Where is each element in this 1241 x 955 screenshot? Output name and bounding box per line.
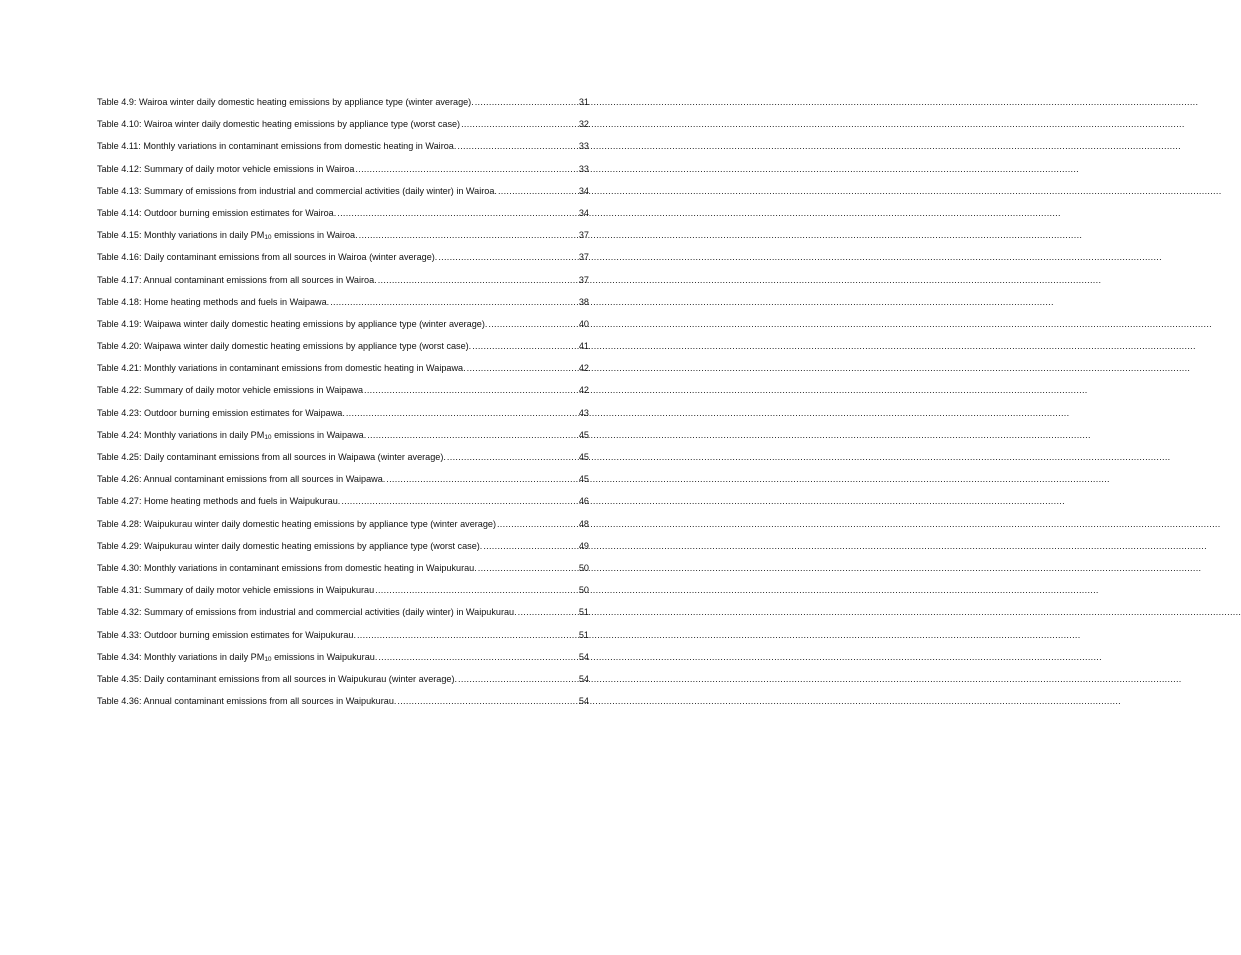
toc-entry-title: Table 4.10: Wairoa winter daily domestic heating emissions by appliance type (worst case) [97,119,461,130]
toc-entry[interactable] [97,450,589,472]
dot-leader [498,184,578,198]
dot-leader [357,628,578,642]
toc-entry-page: 37 [578,230,589,241]
toc-entry-title: Table 4.23: Outdoor burning emission estimates for Waipawa. [97,407,345,418]
dot-leader [472,339,578,353]
toc-entry-title: Table 4.21: Monthly variations in contaminant emissions from domestic heating in Waipawa. [97,363,466,374]
toc-entry[interactable] [97,361,589,383]
toc-entry-title: Table 4.35: Daily contaminant emissions from all sources in Waipukurau (winter average). [97,673,458,684]
dot-leader [467,361,578,375]
toc-entry-title: Table 4.33: Outdoor burning emission estimates for Waipukurau. [97,629,356,640]
toc-entry[interactable] [97,605,589,627]
toc-entry[interactable] [97,561,589,583]
toc-entry-title [97,650,377,667]
toc-entry-title-text: Table 4.34: Monthly variations in daily PM [97,651,265,662]
toc-entry[interactable] [97,228,589,250]
toc-entry[interactable] [97,583,589,605]
subscript: 10 [264,433,272,441]
toc-entry[interactable] [97,295,589,317]
dot-leader [364,383,578,397]
toc-entry[interactable] [97,694,589,716]
toc-entry-page: 46 [578,496,589,507]
toc-entry[interactable] [97,317,589,339]
toc-entry-title-text: emissions in Wairoa. [271,230,358,241]
toc-entry-page: 48 [578,518,589,529]
toc-entry-page: 31 [578,97,589,107]
toc-entry-title-text: emissions in Waipukurau. [271,651,378,662]
toc-entry-page: 32 [578,119,589,130]
toc-entry-title [97,228,358,245]
toc-entry-title: Table 4.27: Home heating methods and fuels in Waipukurau. [97,496,341,507]
toc-entry-title: Table 4.32: Summary of emissions from industrial and commercial activities (daily winter) in Waipukurau. [97,607,517,618]
toc-entry-title-text: emissions in Waipawa. [271,429,367,440]
dot-leader [337,206,578,220]
toc-entry-title: Table 4.19: Waipawa winter daily domestic heating emissions by appliance type (winter average). [97,318,488,329]
toc-entry[interactable] [97,117,589,139]
dot-leader [378,650,578,664]
toc-entry-title: Table 4.11: Monthly variations in contaminant emissions from domestic heating in Wairoa. [97,141,457,152]
toc-entry-page: 40 [578,318,589,329]
toc-entry-page: 33 [578,163,589,174]
toc-entry-title-text: Table 4.15: Monthly variations in daily PM [97,230,265,241]
toc-entry-page: 42 [578,385,589,396]
toc-entry[interactable] [97,184,589,206]
dot-leader [386,472,578,486]
toc-entry-page: 51 [578,629,589,640]
dot-leader [447,450,578,464]
toc-entry-title: Table 4.31: Summary of daily motor vehicle emissions in Waipukurau [97,585,375,596]
subscript: 10 [264,234,272,242]
toc-entry[interactable] [97,162,589,184]
list-of-tables [97,95,589,716]
toc-entry[interactable] [97,339,589,361]
dot-leader [359,228,578,242]
dot-leader [330,295,578,309]
toc-entry-title [97,428,366,445]
dot-leader [341,494,578,508]
dot-leader [483,539,578,553]
toc-entry-title: Table 4.16: Daily contaminant emissions from all sources in Wairoa (winter average). [97,252,438,263]
dot-leader [378,273,578,287]
toc-entry-title: Table 4.25: Daily contaminant emissions from all sources in Waipawa (winter average). [97,452,446,462]
dot-leader [397,694,577,708]
toc-entry[interactable] [97,383,589,405]
toc-entry-title: Table 4.36: Annual contaminant emissions from all sources in Waipukurau. [97,696,397,707]
toc-entry-page: 42 [578,363,589,374]
toc-entry-page: 49 [578,540,589,551]
toc-entry-page: 41 [578,341,589,352]
dot-leader [457,139,578,153]
toc-entry-title: Table 4.22: Summary of daily motor vehicle emissions in Waipawa [97,385,364,396]
toc-entry-title: Table 4.9: Wairoa winter daily domestic heating emissions by appliance type (winter average). [97,97,474,107]
toc-entry[interactable] [97,428,589,450]
toc-entry-title: Table 4.26: Annual contaminant emissions from all sources in Waipawa. [97,474,386,485]
toc-entry-title: Table 4.18: Home heating methods and fuels in Waipawa. [97,296,330,307]
dot-leader [458,672,578,686]
toc-entry-title: Table 4.14: Outdoor burning emission estimates for Wairoa. [97,207,337,218]
dot-leader [355,162,577,176]
toc-entry-title: Table 4.28: Waipukurau winter daily domestic heating emissions by appliance type (winter average) [97,518,496,529]
toc-entry-page: 54 [578,651,589,662]
dot-leader [461,117,578,131]
toc-entry[interactable] [97,406,589,428]
toc-entry-page: 43 [578,407,589,418]
toc-entry-title: Table 4.29: Waipukurau winter daily domestic heating emissions by appliance type (worst case). [97,540,483,551]
toc-entry-page: 54 [578,696,589,707]
toc-entry[interactable] [97,250,589,272]
toc-entry-title: Table 4.12: Summary of daily motor vehicle emissions in Wairoa [97,163,355,174]
toc-entry-page: 51 [578,607,589,618]
dot-leader [367,428,578,442]
toc-entry[interactable] [97,139,589,161]
toc-entry[interactable] [97,628,589,650]
toc-entry-page: 45 [578,429,589,440]
toc-entry-title: Table 4.17: Annual contaminant emissions from all sources in Wairoa. [97,274,377,285]
dot-leader [346,406,578,420]
toc-entry-title: Table 4.13: Summary of emissions from industrial and commercial activities (daily winter) in Wairoa. [97,185,497,196]
toc-entry-page: 34 [578,207,589,218]
toc-entry-page: 50 [578,562,589,573]
toc-entry-page: 50 [578,585,589,596]
toc-entry-page: 45 [578,452,589,462]
toc-entry-page: 45 [578,474,589,485]
toc-entry-title: Table 4.30: Monthly variations in contaminant emissions from domestic heating in Waipukurau. [97,562,477,573]
toc-entry[interactable] [97,539,589,561]
toc-entry-title: Table 4.20: Waipawa winter daily domestic heating emissions by appliance type (worst case). [97,341,472,352]
toc-entry-page: 37 [578,252,589,263]
dot-leader [478,561,578,575]
dot-leader [497,517,578,531]
toc-entry[interactable] [97,273,589,295]
toc-entry-page: 37 [578,274,589,285]
toc-entry[interactable] [97,672,589,694]
dot-leader [375,583,578,597]
dot-leader [518,605,578,619]
toc-entry-page: 38 [578,296,589,307]
subscript: 10 [264,655,272,663]
toc-entry[interactable] [97,206,589,228]
toc-entry[interactable] [97,472,589,494]
dot-leader [488,317,577,331]
toc-entry-page: 33 [578,141,589,152]
dot-leader [475,95,578,109]
toc-entry-page: 54 [578,673,589,684]
dot-leader [438,250,578,264]
toc-entry-title-text: Table 4.24: Monthly variations in daily PM [97,429,265,440]
toc-entry[interactable] [97,494,589,516]
toc-entry-page: 34 [578,185,589,196]
toc-entry[interactable] [97,650,589,672]
toc-entry[interactable] [97,517,589,539]
toc-entry[interactable] [97,95,589,117]
